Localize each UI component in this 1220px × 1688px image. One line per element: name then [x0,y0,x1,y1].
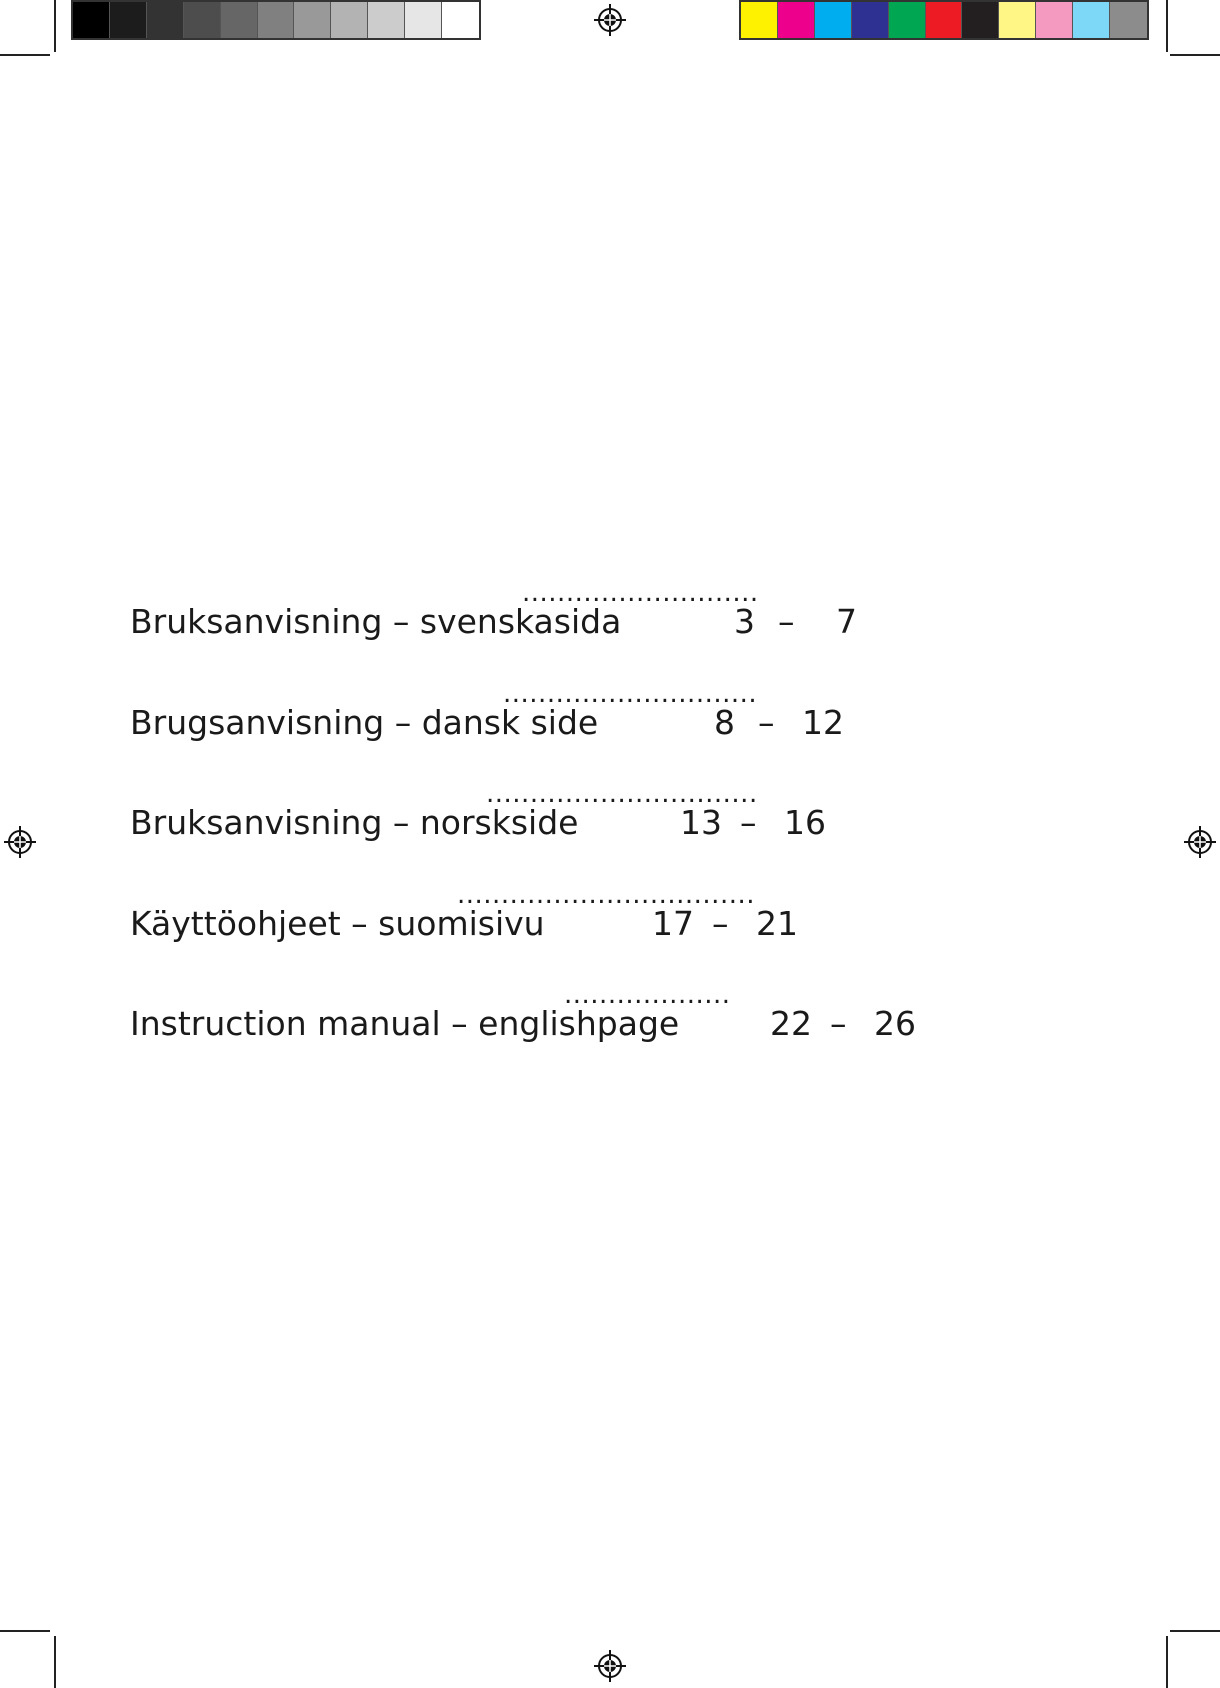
toc-leader-dots: ................... [564,980,731,1010]
toc-leader-dots: ........................... [522,578,759,608]
toc-entry-label: Brugsanvisning – dansk side [130,703,599,742]
toc-page-dash: – [740,803,757,842]
registration-mark-right-icon [1184,826,1216,858]
toc-leader-dots: ............................. [503,679,758,709]
toc-leader-dots: ............................... [486,779,758,809]
crop-mark-bottom-left-vertical [54,1636,56,1688]
crop-mark-bottom-right-horizontal [1170,1630,1220,1632]
toc-page-end: 12 [802,703,844,742]
toc-page-end: 26 [874,1004,916,1043]
color-swatch [999,2,1036,38]
color-swatch [962,2,999,38]
toc-entry-english [130,974,1030,1044]
toc-entry-label: Instruction manual – englishpage [130,1004,680,1043]
color-swatch [1073,2,1110,38]
crop-mark-top-left-vertical [54,0,56,52]
color-swatch [741,2,778,38]
color-swatch [147,2,184,38]
color-swatch [852,2,889,38]
color-swatch [1110,2,1147,38]
crop-mark-top-right-vertical [1166,0,1168,52]
color-swatch [926,2,963,38]
crop-mark-bottom-left-horizontal [0,1630,50,1632]
toc-entry-finnish [130,874,1030,944]
toc-page-start: 3 [734,602,755,641]
registration-mark-left-icon [4,826,36,858]
crop-mark-top-left-horizontal [0,54,50,56]
crop-mark-bottom-right-vertical [1166,1636,1168,1688]
toc-entry-norwegian [130,773,1030,843]
toc-entry-swedish [130,572,1030,642]
toc-entry-danish [130,673,1030,743]
toc-page-start: 13 [680,803,722,842]
toc-entry-label: Bruksanvisning – norskside [130,803,579,842]
toc-page-end: 21 [756,904,798,943]
color-swatch [889,2,926,38]
color-swatch [184,2,221,38]
crop-mark-top-right-horizontal [1170,54,1220,56]
toc-page-dash: – [778,602,795,641]
color-swatch [110,2,147,38]
color-swatch [368,2,405,38]
color-swatch [294,2,331,38]
color-swatch [778,2,815,38]
toc-page-dash: – [830,1004,847,1043]
color-swatch [1036,2,1073,38]
process-color-bar [739,0,1149,40]
color-swatch [442,2,479,38]
toc-page-dash: – [758,703,775,742]
toc-entry-label: Käyttöohjeet – suomisivu [130,904,545,943]
color-swatch [815,2,852,38]
toc-page-start: 17 [652,904,694,943]
toc-page-end: 16 [784,803,826,842]
toc-page-start: 8 [714,703,735,742]
color-swatch [73,2,110,38]
registration-mark-bottom-icon [594,1650,626,1682]
registration-mark-top-icon [594,4,626,36]
toc-page-dash: – [712,904,729,943]
toc-entry-label: Bruksanvisning – svenskasida [130,602,622,641]
color-swatch [331,2,368,38]
grayscale-color-bar [71,0,481,40]
toc-page-end: 7 [836,602,857,641]
color-swatch [405,2,442,38]
toc-page-start: 22 [770,1004,812,1043]
color-swatch [258,2,295,38]
toc-leader-dots: .................................. [457,880,755,910]
color-swatch [221,2,258,38]
